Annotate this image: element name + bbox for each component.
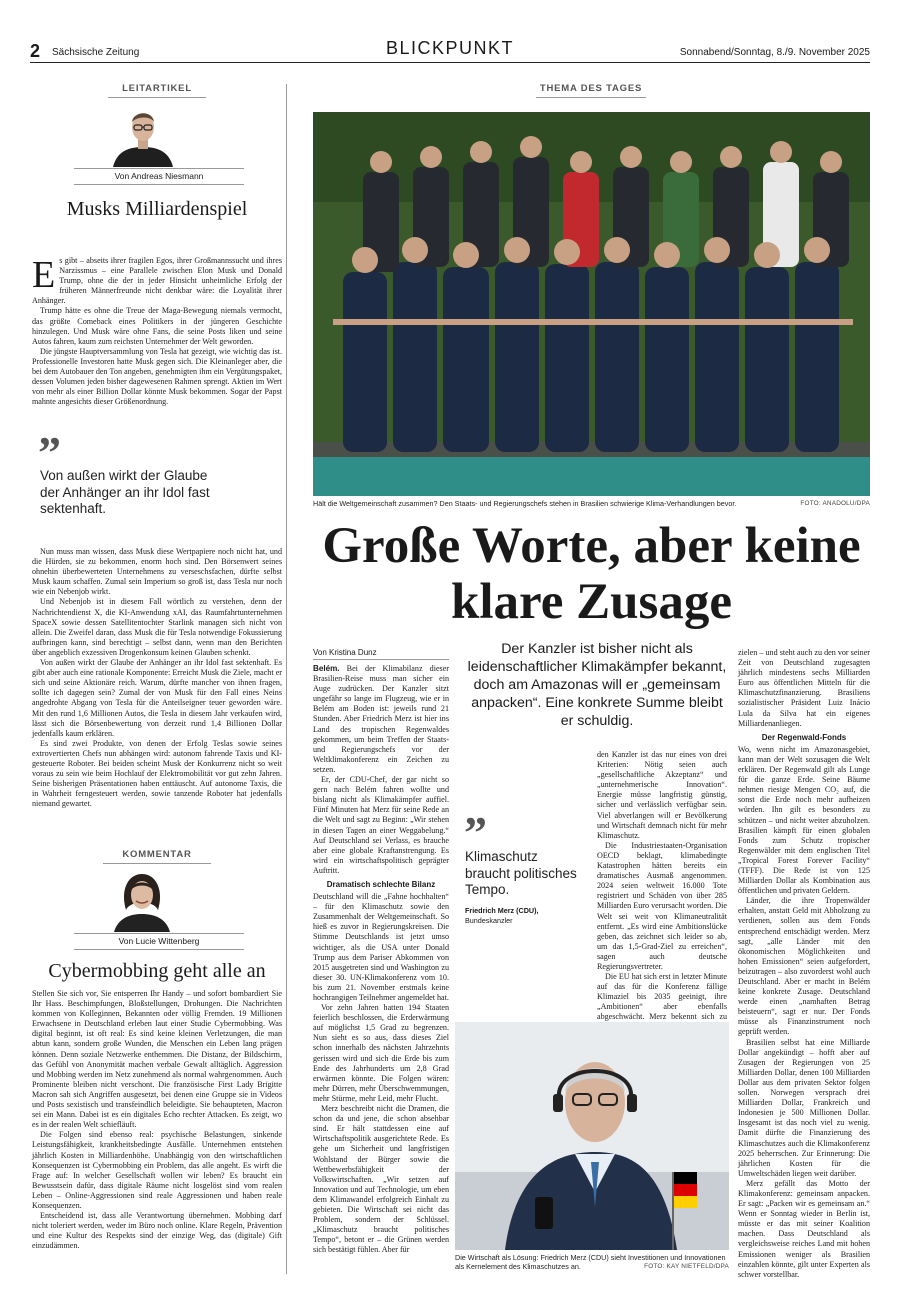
- body-paragraph: Die Industriestaaten-Organisation OECD beklagt, klimabedingte Katastrophen hätten bereits ein dramatisches Ausmaß angenommen. 2024 seien weltweit 16.000 Tote registriert und Schäden von über 285 Milliarden Euro verursacht worden. Die Welt sei weit von Klimaneutralität entfernt. „Es wird eine Ambitionslücke geben, das zeichnet sich leider so ab, um das 1,5-Grad-Ziel zu erreichen“, sagen auch deutsche Regierungsvertreter.: [597, 840, 727, 971]
- article-column-1: [313, 664, 449, 1255]
- svg-text:”: ”: [38, 427, 61, 478]
- leitartikel-body: [32, 256, 282, 407]
- thema-kicker: THEMA DES TAGES: [539, 83, 643, 94]
- body-paragraph: Merz gefällt das Motto der Klimakonferenz: gemeinsam anpacken. Er sagt: „Packen wir es gemeinsam an.“ Wenn er Sonntag wieder in Berlin ist, müsste er das mit seiner Koalition machen. Dass Deutschland als vergleichsweise reiches Land mit hohen Emissionen weniger als Brasilien einzahlen könnte, gilt unter Experten als schwer vorstellbar.: [738, 1178, 870, 1279]
- kicker-underline: [536, 97, 646, 98]
- body-paragraph: Trump hätte es ohne die Treue der Maga-Bewegung niemals vermocht, das größte Comeback eines Politikers in der jüngeren Geschichte hinzulegen. Und Musk wäre ohne Fans, die seine Posts liken und seine Autos fahren, kaum zum reichsten Unternehmer der Welt geworden.: [32, 306, 282, 346]
- body-paragraph: Wo, wenn nicht im Amazonasgebiet, kann man der Welt sozusagen die Welt erklären. Der Regenwald gilt als Lunge für die ganze Erde. Seine Bäume nehmen riesige Mengen CO₂ auf, die sonst die Erde noch mehr aufheizen würden. Ihn gilt es besonders zu schützen – und nicht weiter abzuholzen. Brasilien kämpft für einen globalen Fonds zum Schutz tropischer Regenwälder mit dem englischen Titel „Tropical Forest Forever Facility“ (TFFF). Die Rede ist von 125 Milliarden Dollar als Kombination aus öffentlichen und privaten Geldern.: [738, 744, 870, 896]
- article-column-2: [597, 750, 727, 1033]
- body-paragraph: Belém. Bei der Klimabilanz dieser Brasilien-Reise muss man sicher ein Auge zudrücken. Der Kanzler sitzt ungefähr so lange im Flugzeug, wie er in Belém am Boden ist: jeweils rund 21 Stunden. Aber Friedrich Merz ist hier ins Land des tropischen Regenwaldes gekommen, um beim Treffen der Staats- und Regierungschefs vor der Weltklimakonferenz ein Zeichen zu setzen.: [313, 664, 449, 774]
- body-paragraph: Er, der CDU-Chef, der gar nicht so gern nach Belém fahren wollte und bislang nicht als Klimakämpfer auffiel. Fünf Minuten hat Merz für seine Rede an die Welt und sagt zu Beginn: „Wir stehen in diesen Tagen an einer Weggabelung.“ Auf Deutschland sei Verlass, es brauche aber eine globale Kraftanstrengung. Es wird ein wirtschaftspolitisch geprägter Auftritt.: [313, 775, 449, 875]
- body-paragraph: den Kanzler ist das nur eines von drei Kriterien: Nötig seien auch „gesellschaftliche Akzeptanz“ und „unternehmerische Innovation“. Energie müsse langfristig günstig, sicher und verlässlich verfügbar sein. Viel abverlangen will er Bevölkerung und Wirtschaft demnach nicht für mehr Klimaschutz.: [597, 750, 727, 840]
- body-paragraph: Es gibt – abseits ihrer fragilen Egos, ihrer Großmannssucht und ihres Narzissmus – eine Parallele zwischen Elon Musk und Donald Trump, ohne die der in jeder Hinsicht unheimliche Erfolg der früheren Männerfreunde nicht denkbar wäre: die Loyalität ihrer Anhänger.: [32, 254, 282, 306]
- portrait-rule: [74, 949, 244, 950]
- body-paragraph: Merz beschreibt nicht die Dramen, die schon da und jene, die schon absehbar sind. Er hält stattdessen eine auf Wirtschaftspolitik ausgerichtete Rede. Es gehe um Sicherheit und langfristigen Wohlstand der Bürger sowie die Wettbewerbsfähigkeit der Volkswirtschaften. „Wir setzen auf Innovation und auf Technologie, um eben dem Klimawandel erfolgreich Einhalt zu gebieten. Die Wirtschaft sei nicht das Problem, sondern der Schlüssel. „Klimaschutz braucht politisches Tempo“, betont er – die Grünen werden sich bestätigt fühlen. Aber für: [313, 1104, 449, 1255]
- byline-rule: [313, 659, 449, 660]
- newspaper-name: Sächsische Zeitung: [52, 47, 140, 58]
- page-number: 2: [30, 41, 41, 61]
- author-portrait-niesmann: [107, 105, 179, 167]
- body-paragraph: Entscheidend ist, dass alle Verantwortung übernehmen. Mobbing darf nicht toleriert werden, weder im Büro noch online. Klare Regeln, Prävention und eine Kultur des Respekts sind der einzige Weg, das (digitale) Gift einzudämmen.: [32, 1211, 282, 1251]
- author-byline: Von Lucie Wittenberg: [118, 936, 200, 946]
- pull-quote: Von außen wirkt der Glaube der Anhänger an ihr Idol fast sektenhaft.: [40, 468, 210, 516]
- quote-role: Bundeskanzler: [465, 916, 513, 925]
- body-paragraph: Länder, die ihre Tropenwälder erhalten, anstatt Geld mit Abholzung zu verdienen, sollen aus dem Fonds entsprechend entschädigt werden. Merz sagt, „alle Länder mit den ökonomischen Möglichkeiten und hohen Emissionen“ seien aufgefordert, beizutragen – also zuvorderst wohl auch Deutschland. Aber er macht in Belém keine konkrete Zusage. Deutschland werde einen „namhaften Betrag beisteuern“, sagt er nur. Der Fonds müsse als Finanzinstrument noch geprüft werden.: [738, 896, 870, 1037]
- drop-cap: E: [32, 254, 56, 296]
- portrait-rule: [74, 933, 244, 934]
- article-byline: Von Kristina Dunz: [313, 648, 377, 657]
- leitartikel-kicker: LEITARTIKEL: [122, 83, 192, 94]
- quote-mark-icon: [464, 807, 498, 858]
- body-paragraph: Es sind zwei Produkte, von denen der Erfolg Teslas sowie seines extrovertierten Chefs nun abhängen wird: autonom fahrende Taxis und KI-gesteuerte Roboter. Bei beiden scheint Musk der Konkurrenz nicht so weit voraus zu sein wie beim Hochlauf der Elektromobilität vor gut zehn Jahren. Seine bisherigen Präsentationen haben enttäuscht. Auf autonome Taxis, die in Wahrheit ferngesteuert werden, sowie tanzende Roboter hat jedenfalls niemand gewartet.: [32, 738, 282, 809]
- subheading: Der Regenwald-Fonds: [761, 732, 847, 742]
- portrait-rule: [74, 184, 244, 185]
- leitartikel-title: Musks Milliardenspiel: [66, 198, 248, 220]
- article-lede: Der Kanzler ist bisher nicht als leidenschaftlicher Klimakämpfer bekannt, doch am Amazonas will er „gemeinsam anpacken“. Eine konkrete Summe bleibt er schuldig.: [467, 641, 727, 729]
- body-paragraph: Und Nebenjob ist in diesem Fall wörtlich zu verstehen, denn der Nachrichtendienst X, die KI-Anwendung xAI, das Raumfahrtunternehmen SpaceX sowie dessen Satellitentochter Starlink managen sich nicht von allein. Die Zweifel daran, dass Musk die für Tesla notwendige Fokussierung aufbringen kann, sind berechtigt – selbst dann, wenn man den Berichten über angeblich exzessiven Drogenkonsum keinen Glauben schenkt.: [32, 597, 282, 657]
- body-paragraph: Stellen Sie sich vor, Sie entsperren Ihr Handy – und sofort bombardiert Sie Ihr Hass. Beschimpfungen, Bloßstellungen, Drohungen. Die Nachrichten kommen von Kolleginnen, Bekannten oder völlig Fremden. 19 Millionen Erwachsene in Deutschland erleben laut einer Studie Cybermobbing. Was digital beginnt, ist oft real: Es sind keine kleinen Verletzungen, die man abtun kann, sondern große Wunden, die Menschen ein Leben lang prägen können. Denn soziale Netzwerke enthemmen. Die Distanz, der Bildschirm, das Gefühl von Anonymität machen verbale Gewalt alltäglich. Aggression und Mobbing werden im Netz zunehmend als normal wahrgenommen. Auch Prominente bleiben nicht verschont. Die französische First Lady Brigitte Macron sah sich Angriffen ausgesetzt, bei denen eine Gruppe sie in Videos und Posts sexistisch und transfeindlich beleidigte. Sie behaupteten, Macron sei ein Mann. Dabei ist es ein digitales Echo rechter Attacken. Es zeigt, wo es in der realen Welt schiefläuft.: [32, 989, 282, 1130]
- kommentar-body: [32, 989, 282, 1251]
- kommentar-kicker: KOMMENTAR: [122, 849, 192, 860]
- subheading: Dramatisch schlechte Bilanz: [326, 879, 436, 889]
- hero-photo-credit: FOTO: ANADOLU/DPA: [800, 500, 870, 507]
- hero-photo-leaders: [313, 112, 870, 496]
- header-rule: [30, 62, 870, 63]
- hero-caption: Hält die Weltgemeinschaft zusammen? Den Staats- und Regierungschefs stehen in Brasilien schwierige Klima-Verhandlungen bevor.: [313, 499, 737, 508]
- quote-author: Friedrich Merz (CDU),: [465, 906, 539, 915]
- body-paragraph: Deutschland will die „Fahne hochhalten“ – für den Klimaschutz sowie den Zusammenhalt der Weltgemeinschaft. So hieß es zuvor in Regierungskreisen. Die Stimme Deutschlands ist jetzt umso wichtiger, als die USA unter Donald Trump aus dem Pariser Abkommen von 2015 ausgetreten sind und Washington zu dieser 30. UN-Klimakonferenz vom 10. bis zum 21. November erstmals keine hochrangigen Teilnehmer angemeldet hat.: [313, 892, 449, 1002]
- kicker-underline: [108, 97, 206, 98]
- article-column-3: [738, 648, 870, 1280]
- svg-text:”: ”: [464, 807, 487, 858]
- body-paragraph: Von außen wirkt der Glaube der Anhänger an ihr Idol fast sektenhaft. Es gibt aber auch eine rationale Komponente: Erreicht Musk die Ziele, macht er sich und seine Aktionäre reich. Warum, dürfte mancher von ihnen fragen, sollte ich dagegen sein? Zumal der von Musk für den Fall eines Neins angedrohte Abgang von Tesla für die Anteilseigner teuer geworden wäre. Mit den rund 1,6 Millionen Autos, die Tesla in diesem Jahr verkaufen wird, lässt sich die Börsenbewertung von derzeit rund 1,4 Billionen Dollar jedenfalls kaum erklären.: [32, 658, 282, 738]
- merz-photo-caption: Die Wirtschaft als Lösung: Friedrich Merz (CDU) sieht Investitionen und Innovationen als Kernelement des Klimaschutzes an.: [455, 1253, 726, 1271]
- main-headline: Große Worte, aber keine klare Zusage: [322, 518, 861, 630]
- quote-mark-icon: [38, 427, 72, 478]
- body-paragraph: Vor zehn Jahren hatten 194 Staaten feierlich beschlossen, die Erderwärmung auf möglichst 1,5 Grad zu begrenzen. Nun sieht es so aus, dass dieses Ziel schon innerhalb des nächsten Jahrzehnts gerissen wird und sich die Erde bis zum Ende des Jahrhunderts um 2,8 Grad erwärmen könnte. Die Folgen wären: mehr Dürren, mehr Überschwemmungen, mehr Stürme, mehr Leid, mehr Flucht.: [313, 1003, 449, 1103]
- portrait-rule: [74, 168, 244, 169]
- dateline: Belém.: [313, 664, 340, 673]
- issue-date: Sonnabend/Sonntag, 8./9. November 2025: [679, 47, 870, 58]
- author-byline: Von Andreas Niesmann: [114, 171, 204, 181]
- body-paragraph: Die Folgen sind ebenso real: psychische Belastungen, sinkende Leistungsfähigkeit, krankheitsbedingte Ausfälle. Unternehmen entstehen jährlich Kosten in Milliardenhöhe. Unabhängig von den wirtschaftlichen Konsequenzen ist Cybermobbing ein Problem, das alle angeht. Es wirft die Frage auf: In welcher Gesellschaft wollen wir leben? Es braucht ein Bewusstsein dafür, dass digitale Räume nicht losgelöst sind vom realen Leben – Online-Aggressionen sind reale Aggressionen und haben reale Konsequenzen.: [32, 1130, 282, 1210]
- section-title: BLICKPUNKT: [385, 38, 515, 58]
- merz-photo-credit: FOTO: KAY NIETFELD/DPA: [644, 1263, 729, 1270]
- body-paragraph: Die jüngste Hauptversammlung von Tesla hat gezeigt, wie wichtig das ist. Professionelle Investoren hatte Musk gegen sich. Die Kleinanleger aber, die bei dem Autobauer den Ton angeben, genehmigten ihm ein Vergütungspaket, dessen Volumen jeden bisher dagewesenen Rahmen sprengt. Aktien im Wert von mehr als einer Billion Dollar könnte Musk bekommen. Sogar der Papst mahnte angesichts dieser Größenordnung.: [32, 346, 282, 407]
- body-paragraph: Brasilien selbst hat eine Milliarde Dollar angekündigt – hofft aber auf Zusagen der Regierungen von 25 Milliarden Dollar, denen 100 Milliarden Dollar aus dem privaten Sektor folgen sollen. Norwegen versprach drei Milliarden Dollar, Frankreich und Indonesien je 500 Millionen Dollar. Insgesamt ist das noch viel zu wenig. Damit dürfte die Finanzierung des Klimaschutzes auch die Klimakonferenz 2025 beherrschen. Zur Erinnerung: Die jährlichen Kosten für die Umweltschäden liegen weit darüber.: [738, 1037, 870, 1178]
- kommentar-title: Cybermobbing geht alle an: [48, 960, 266, 982]
- column-divider: [286, 84, 287, 1274]
- body-paragraph: Die EU hat sich erst in letzter Minute auf das für die Konferenz fällige Klimaziel bis 2035 geeinigt, ihre „Ambitionen“ aber ebenfalls abgeschwächt. Merz bekennt sich zu: [597, 972, 727, 1022]
- body-paragraph: Nun muss man wissen, dass Musk diese Wertpapiere noch nicht hat, und die Hürden, sie zu bekommen, enorm hoch sind. Den Börsenwert seines ohnehin überbewerteten Unternehmens zu verseschsfachen, dürfte selbst Musk kaum schaffen. Zumal sein Imperium so groß ist, dass Tesla nur noch wie ein Nebenjob wirkt.: [32, 547, 282, 597]
- pull-quote: Klimaschutz braucht politisches Tempo.: [465, 849, 577, 897]
- merz-photo: [455, 1022, 729, 1250]
- kicker-underline: [103, 863, 211, 864]
- body-paragraph: zielen – und steht auch zu den vor seiner Zeit von Deutschland zugesagten jährlich mindestens sechs Milliarden Euro aus öffentlichen Mitteln für die Klimaschutzfinanzierung. Brasiliens sozialistischer Präsident Luiz Inácio Lula da Silva hat ein eigenes Milliardenanliegen.: [738, 648, 870, 728]
- author-portrait-wittenberg: [110, 870, 174, 932]
- leitartikel-body-continued: [32, 547, 282, 809]
